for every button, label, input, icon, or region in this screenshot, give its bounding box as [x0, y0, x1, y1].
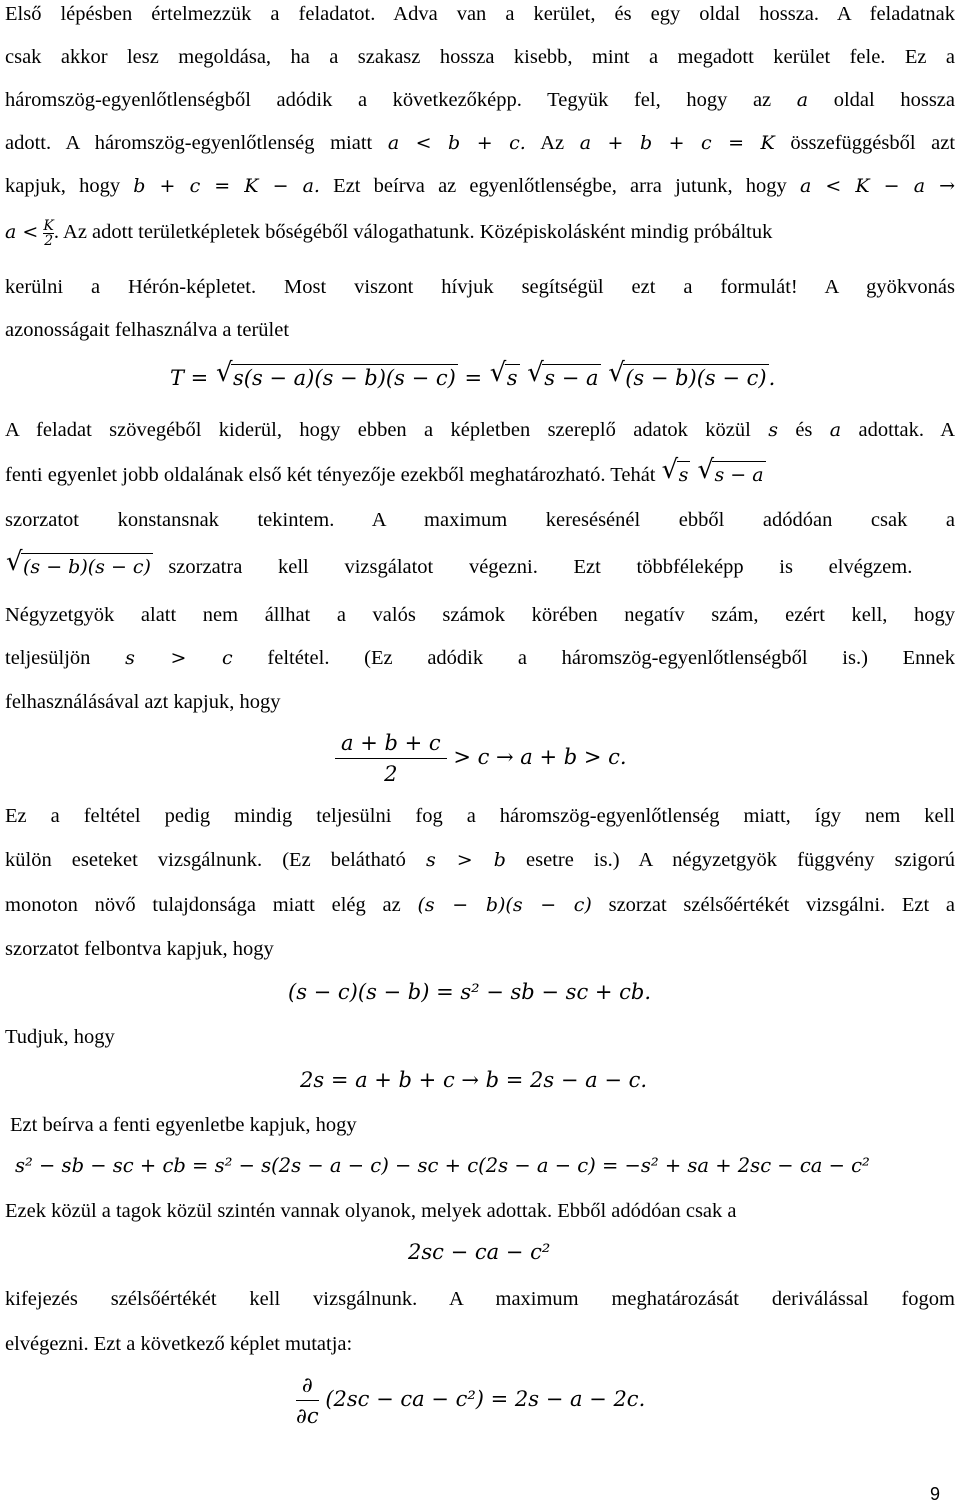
derivative-equation: $\frac{\partial}{\partial c}$ (2sc − ca − c²) = 2s − a − 2c.	[296, 1370, 645, 1431]
perimeter-equation: 2s = a + b + c → b = 2s − a − c.	[300, 1068, 648, 1092]
fraction-k-over-2: $\frac{K}{2}$	[43, 217, 54, 249]
paragraph-line: Ezt beírva a fenti egyenletbe kapjuk, hogy	[10, 1114, 357, 1136]
paragraph-line: fenti egyenlet jobb oldalának első két tényezője ezekből meghatározható. Tehát √ s √ s − a	[5, 461, 955, 489]
paragraph-line: azonosságait felhasználva a terület	[5, 319, 290, 341]
paragraph-line: háromszög-egyenlőtlenségből adódik a következőképp. Tegyük fel, hogy az a oldal hossza	[5, 89, 955, 111]
paragraph-line: Első lépésben értelmezzük a feladatot. Adva van a kerület, és egy oldal hossza. A feladatnak	[5, 3, 955, 25]
paragraph-line: Négyzetgyök alatt nem állhat a valós számok körében negatív szám, ezért kell, hogy	[5, 604, 955, 626]
heron-equation: T = √ s(s − a)(s − b)(s − c) = √ s √ s − a √ (s − b)(s − c).	[170, 364, 775, 391]
substitution-equation: s² − sb − sc + cb = s² − s(2s − a − c) − sc + c(2s − a − c) = −s² + sa + 2sc − ca − c²	[15, 1154, 870, 1177]
paragraph-line: Tudjuk, hogy	[5, 1026, 115, 1048]
fraction-equation: $\frac{a + b + c}{2}$ > c → a + b > c.	[335, 728, 627, 789]
paragraph-line: csak akkor lesz megoldása, ha a szakasz hossza kisebb, mint a megadott kerület fele. Ez a	[5, 46, 955, 68]
paragraph-line: kapjuk, hogy b + c = K − a. Ezt beírva az egyenlőtlenségbe, arra jutunk, hogy a < K − a →	[5, 175, 956, 197]
paragraph-line: Ez a feltétel pedig mindig teljesülni fog a háromszög-egyenlőtlenség miatt, így nem kell	[5, 805, 955, 827]
paragraph-line: szorzatot felbontva kapjuk, hogy	[5, 938, 274, 960]
page-number: 9	[930, 1484, 941, 1504]
paragraph-line: kifejezés szélsőértékét kell vizsgálnunk. A maximum meghatározását deriválással fogom	[5, 1288, 955, 1310]
paragraph-line: szorzatot konstansnak tekintem. A maximum keresésénél ebből adódóan csak a	[5, 509, 955, 531]
paragraph-line: külön eseteket vizsgálnunk. (Ez belátható s > b esetre is.) A négyzetgyök függvény szigorú	[5, 849, 956, 871]
paragraph-line: elvégezni. Ezt a következő képlet mutatja:	[5, 1333, 353, 1355]
expansion-equation: (s − c)(s − b) = s² − sb − sc + cb.	[288, 980, 652, 1004]
paragraph-line: A feladat szövegéből kiderül, hogy ebben a képletben szereplő adatok közül s és a adottak. A	[5, 419, 955, 441]
paragraph-line: √ (s − b)(s − c) szorzatra kell vizsgálatot végezni. Ezt többféleképp is elvégzem.	[5, 553, 955, 581]
paragraph-line: a < $\frac{K}{2}$ . Az adott területképletek bőségéből válogathatunk. Középiskolásként mindig próbáltuk	[5, 217, 773, 249]
paragraph-line: teljesüljön s > c feltétel. (Ez adódik a háromszög-egyenlőtlenségből is.) Ennek	[5, 647, 956, 669]
target-expression: 2sc − ca − c²	[408, 1240, 551, 1264]
paragraph-line: adott. A háromszög-egyenlőtlenség miatt a < b + c. Az a + b + c = K összefüggésből azt	[5, 132, 956, 154]
paragraph-line: monoton növő tulajdonsága miatt elég az (s − b)(s − c) szorzat szélsőértékét vizsgálni. Ezt a	[5, 894, 956, 916]
paragraph-line: felhasználásával azt kapjuk, hogy	[5, 691, 281, 713]
paragraph-line: kerülni a Hérón-képletet. Most viszont hívjuk segítségül ezt a formulát! A gyökvonás	[5, 276, 955, 298]
paragraph-line: Ezek közül a tagok közül szintén vannak olyanok, melyek adottak. Ebből adódóan csak a	[5, 1200, 737, 1222]
